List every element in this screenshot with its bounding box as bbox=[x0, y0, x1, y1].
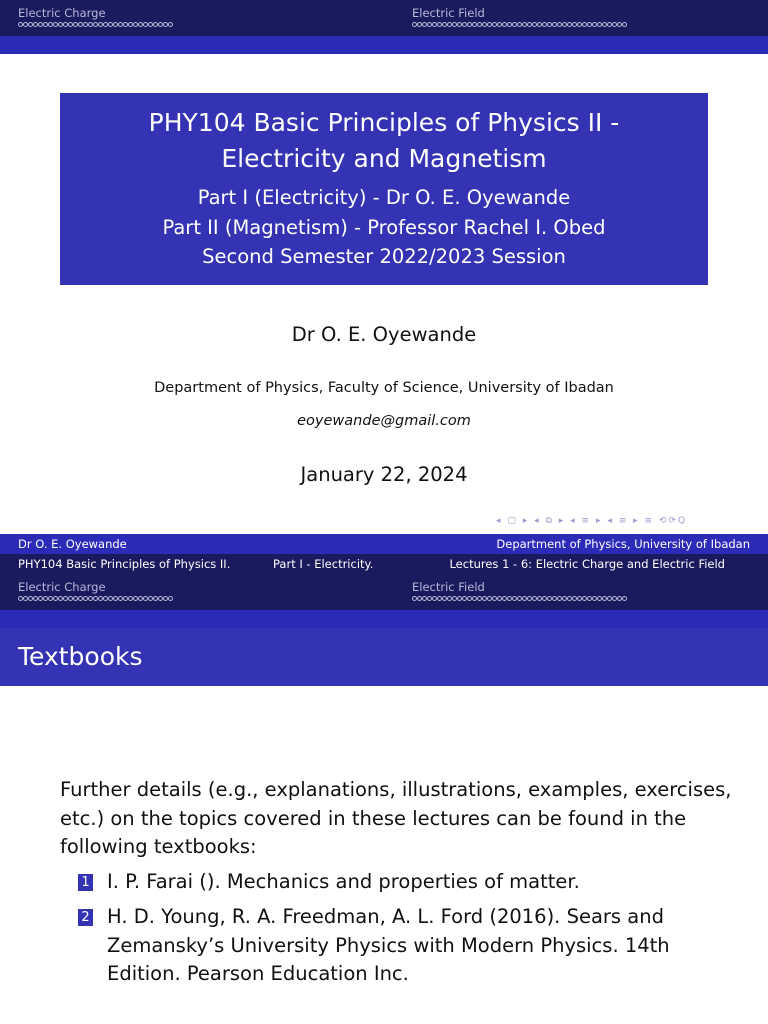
nav-dots-electric-field[interactable] bbox=[412, 595, 627, 603]
subtitle-line-2: Part II (Magnetism) - Professor Rachel I. Obed bbox=[162, 215, 606, 239]
footer-part: Part I - Electricity. bbox=[273, 557, 374, 571]
slide2-navbar bbox=[0, 574, 768, 610]
list-item bbox=[78, 903, 718, 993]
textbooks-intro: Further details (e.g., explanations, illustrations, examples, exercises, etc.) on the topics covered in these lectures can be found in the following textbooks: bbox=[60, 778, 732, 858]
footer-course: PHY104 Basic Principles of Physics II. bbox=[18, 557, 231, 571]
nav-section-electric-charge[interactable]: Electric Charge bbox=[18, 6, 106, 20]
nav-section-electric-field[interactable]: Electric Field bbox=[412, 580, 485, 594]
list-item-text: I. P. Farai (). Mechanics and properties of matter. bbox=[107, 870, 580, 893]
presentation-title bbox=[60, 105, 708, 177]
beamer-navigation-icons[interactable]: ◂ ▢ ▸ ◂ ⧉ ▸ ◂ ≡ ▸ ◂ ≡ ▸ ≡ ⟲⟳Q bbox=[496, 516, 688, 526]
nav-dots-electric-charge[interactable] bbox=[18, 21, 173, 29]
footer-author: Dr O. E. Oyewande bbox=[18, 537, 127, 551]
nav-dot[interactable] bbox=[168, 22, 173, 27]
nav-dot[interactable] bbox=[622, 596, 627, 601]
slide2-subbar bbox=[0, 610, 768, 628]
title-line-1: PHY104 Basic Principles of Physics II - bbox=[148, 108, 620, 137]
list-item bbox=[78, 868, 718, 898]
nav-section-electric-field[interactable]: Electric Field bbox=[412, 6, 485, 20]
subtitle-line-3: Second Semester 2022/2023 Session bbox=[202, 245, 566, 268]
author-name: Dr O. E. Oyewande bbox=[291, 323, 477, 346]
author-email: eoyewande@gmail.com bbox=[297, 413, 471, 429]
nav-dot[interactable] bbox=[622, 22, 627, 27]
title-block bbox=[60, 93, 708, 285]
footer-course-bar bbox=[0, 554, 768, 574]
enum-number-badge: 2 bbox=[78, 909, 93, 926]
nav-dot[interactable] bbox=[168, 596, 173, 601]
footer-lectures: Lectures 1 - 6: Electric Charge and Electric Field bbox=[449, 557, 725, 571]
footer-institute: Department of Physics, University of Ibadan bbox=[496, 537, 750, 551]
presentation-date: January 22, 2024 bbox=[300, 463, 468, 486]
slide1-navbar bbox=[0, 0, 768, 36]
nav-dots-electric-field[interactable] bbox=[412, 21, 627, 29]
enum-number-badge: 1 bbox=[78, 874, 93, 891]
institute-name: Department of Physics, Faculty of Science, University of Ibadan bbox=[154, 380, 614, 396]
subtitle-line-1: Part I (Electricity) - Dr O. E. Oyewande bbox=[197, 186, 571, 209]
nav-section-electric-charge[interactable]: Electric Charge bbox=[18, 580, 106, 594]
slide1-subbar bbox=[0, 36, 768, 54]
frame-title-bar bbox=[0, 628, 768, 686]
list-item-text: H. D. Young, R. A. Freedman, A. L. Ford (2016). Sears and Zemansky’s University Physics with Modern Physics. 14th Edition. Pearson Education Inc. bbox=[107, 905, 670, 985]
nav-dots-electric-charge[interactable] bbox=[18, 595, 173, 603]
frame-title: Textbooks bbox=[18, 642, 143, 671]
title-line-2: Electricity and Magnetism bbox=[221, 144, 547, 173]
footer-author-bar bbox=[0, 534, 768, 554]
presentation-subtitle bbox=[60, 183, 708, 272]
